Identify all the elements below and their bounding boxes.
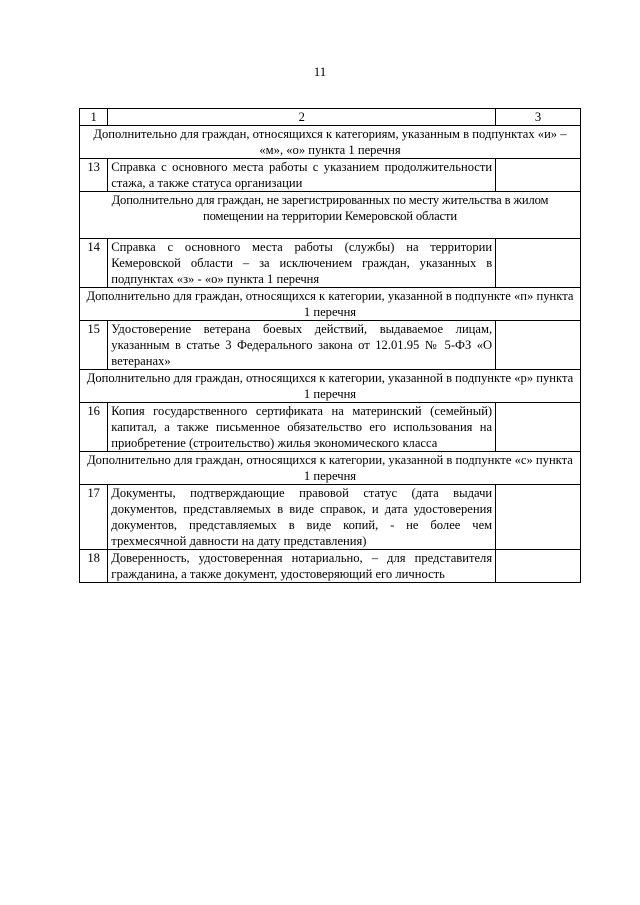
row-number: 18 (80, 550, 108, 583)
table-header-row (80, 109, 581, 126)
section-heading: Дополнительно для граждан, относящихся к категории, указанной в подпункте «р» пункта 1 перечня (80, 370, 581, 403)
table-row (80, 159, 581, 192)
table-row (80, 403, 581, 452)
row-empty-cell (496, 403, 581, 452)
page-number: 11 (313, 64, 327, 79)
header-col-2: 2 (108, 109, 496, 126)
row-empty-cell (496, 239, 581, 288)
section-heading: Дополнительно для граждан, не зарегистрированных по месту жительства в жилом помещении на территории Кемеровской области (80, 192, 581, 239)
row-document-text: Справка с основного места работы (службы) на территории Кемеровской области – за исключением граждан, указанных в подпунктах «з» - «о» пункта 1 перечня (108, 239, 496, 288)
table-row (80, 485, 581, 550)
table-row (80, 321, 581, 370)
row-document-text: Документы, подтверждающие правовой статус (дата выдачи документов, представляемых в виде справок, и дата удостоверения документов, представляемых в виде копий, - не более чем трехмесячной давности на дату представления) (108, 485, 496, 550)
row-document-text: Удостоверение ветерана боевых действий, выдаваемое лицам, указанным в статье 3 Федерального закона от 12.01.95 № 5-ФЗ «О ветеранах» (108, 321, 496, 370)
row-document-text: Справка с основного места работы с указанием продолжительности стажа, а также статуса организации (108, 159, 496, 192)
row-document-text: Доверенность, удостоверенная нотариально, – для представителя гражданина, а также документ, удостоверяющий его личность (108, 550, 496, 583)
table-row-section (80, 370, 581, 403)
row-number: 17 (80, 485, 108, 550)
section-heading: Дополнительно для граждан, относящихся к категории, указанной в подпункте «с» пункта 1 перечня (80, 452, 581, 485)
row-number: 15 (80, 321, 108, 370)
table-row-section (80, 192, 581, 239)
section-heading: Дополнительно для граждан, относящихся к категориям, указанным в подпунктах «и» – «м», «о» пункта 1 перечня (80, 126, 581, 159)
table-row (80, 239, 581, 288)
row-empty-cell (496, 159, 581, 192)
row-document-text: Копия государственного сертификата на материнский (семейный) капитал, а также письменное обязательство его использования на приобретение (строительство) жилья экономического класса (108, 403, 496, 452)
row-empty-cell (496, 550, 581, 583)
header-col-3: 3 (496, 109, 581, 126)
row-empty-cell (496, 485, 581, 550)
row-empty-cell (496, 321, 581, 370)
table-row (80, 550, 581, 583)
table-row-section (80, 126, 581, 159)
row-number: 13 (80, 159, 108, 192)
table-row-section (80, 288, 581, 321)
row-number: 14 (80, 239, 108, 288)
section-heading: Дополнительно для граждан, относящихся к категории, указанной в подпункте «п» пункта 1 перечня (80, 288, 581, 321)
table-row-section (80, 452, 581, 485)
row-number: 16 (80, 403, 108, 452)
documents-table (79, 108, 581, 583)
header-col-1: 1 (80, 109, 108, 126)
